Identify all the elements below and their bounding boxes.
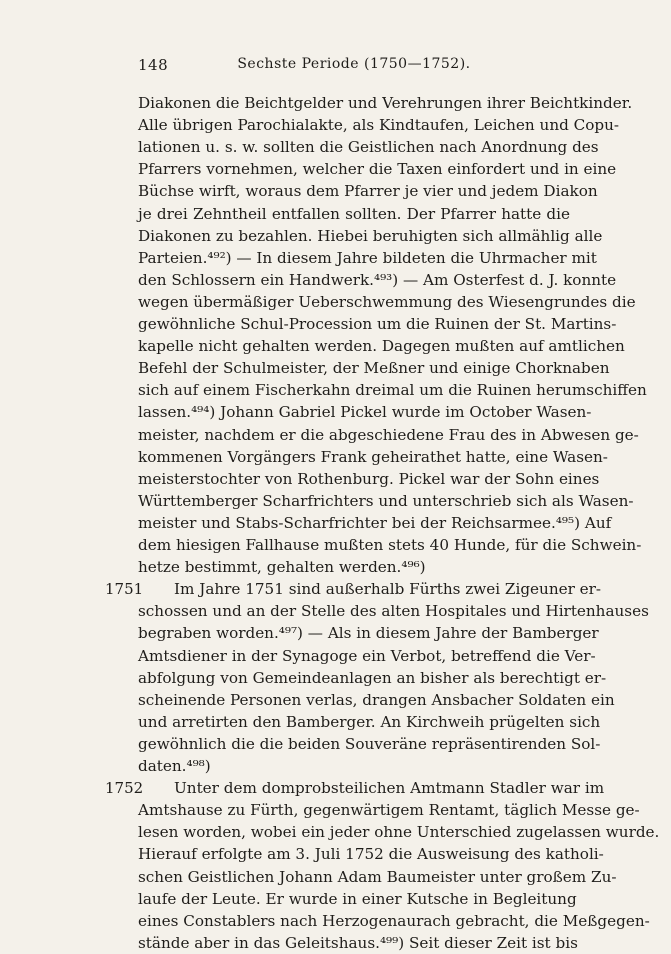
text-line: Pfarrers vornehmen, welcher die Taxen einfordert und in eine — [138, 160, 617, 179]
page-header — [138, 56, 570, 78]
text-line: begraben worden.⁴⁹⁷) — Als in diesem Jahre der Bamberger — [138, 624, 599, 643]
text-line: Württemberger Scharfrichters und unterschrieb sich als Wasen- — [138, 491, 634, 510]
text-line: meisterstochter von Rothenburg. Pickel war der Sohn eines — [138, 469, 600, 488]
margin-year: 1751 — [105, 580, 144, 599]
text-line: Amtshause zu Fürth, gegenwärtigem Rentamt, täglich Messe ge- — [138, 801, 640, 820]
text-line: Parteien.⁴⁹²) — In diesem Jahre bildeten die Uhrmacher mit — [138, 248, 597, 267]
text-line: sich auf einem Fischerkahn dreimal um die Ruinen herumschiffen — [138, 381, 647, 400]
text-line: Im Jahre 1751 sind außerhalb Fürths zwei Zigeuner er- — [174, 580, 602, 599]
text-line: Büchse wirft, woraus dem Pfarrer je vier und jedem Diakon — [138, 182, 598, 201]
text-line: Amtsdiener in der Synagoge ein Verbot, betreffend die Ver- — [138, 646, 596, 665]
text-line: je drei Zehntheil entfallen sollten. Der Pfarrer hatte die — [138, 204, 570, 223]
text-line: lassen.⁴⁹⁴) Johann Gabriel Pickel wurde im October Wasen- — [138, 403, 592, 422]
text-line: Diakonen die Beichtgelder und Verehrungen ihrer Beichtkinder. — [138, 94, 633, 112]
text-line: kommenen Vorgängers Frank geheirathet hatte, eine Wasen- — [138, 447, 608, 466]
text-line: den Schlossern ein Handwerk.⁴⁹³) — Am Osterfest d. J. konnte — [138, 270, 617, 289]
running-head: Sechste Periode (1750—1752). — [237, 56, 471, 72]
text-line: und arretirten den Bamberger. An Kirchweih prügelten sich — [138, 712, 601, 731]
text-line: lationen u. s. w. sollten die Geistlichen nach Anordnung des — [138, 138, 599, 157]
text-line: Diakonen zu bezahlen. Hiebei beruhigten sich allmählig alle — [138, 226, 603, 245]
text-line: gewöhnlich die die beiden Souveräne repräsentirenden Sol- — [138, 734, 601, 753]
page-number: 148 — [138, 56, 169, 74]
text-line: dem hiesigen Fallhause mußten stets 40 Hunde, für die Schwein- — [138, 536, 642, 554]
text-line: Alle übrigen Parochialakte, als Kindtaufen, Leichen und Copu- — [138, 116, 620, 135]
text-line: eines Constablers nach Herzogenaurach gebracht, die Meßgegen- — [138, 911, 650, 930]
text-line: kapelle nicht gehalten werden. Dagegen mußten auf amtlichen — [138, 337, 625, 356]
text-line: Unter dem domprobsteilichen Amtmann Stadler war im — [174, 779, 605, 798]
text-line: wegen übermäßiger Ueberschwemmung des Wiesengrundes die — [138, 292, 636, 311]
text-line: meister, nachdem er die abgeschiedene Frau des in Abwesen ge- — [138, 425, 639, 444]
text-line: schossen und an der Stelle des alten Hospitales und Hirtenhauses — [138, 602, 649, 621]
text-line: scheinende Personen verlas, drangen Ansbacher Soldaten ein — [138, 690, 615, 709]
text-line: hetze bestimmt, gehalten werden.⁴⁹⁶) — [138, 558, 426, 577]
text-line: lesen worden, wobei ein jeder ohne Unterschied zugelassen wurde. — [138, 823, 660, 842]
text-line: gewöhnliche Schul-Procession um die Ruinen der St. Martins- — [138, 315, 617, 333]
text-line: daten.⁴⁹⁸) — [138, 757, 211, 775]
text-line: stände aber in das Geleitshaus.⁴⁹⁹) Seit dieser Zeit ist bis — [138, 933, 578, 952]
text-line: Hierauf erfolgte am 3. Juli 1752 die Ausweisung des katholi- — [138, 845, 604, 864]
text-line: meister und Stabs-Scharfrichter bei der Reichsarmee.⁴⁹⁵) Auf — [138, 513, 612, 532]
text-line: laufe der Leute. Er wurde in einer Kutsche in Begleitung — [138, 889, 577, 908]
text-line: abfolgung von Gemeindeanlagen an bisher als berechtigt er- — [138, 668, 607, 687]
text-line: schen Geistlichen Johann Adam Baumeister unter großem Zu- — [138, 867, 617, 886]
text-line: Befehl der Schulmeister, der Meßner und einige Chorknaben — [138, 359, 610, 378]
margin-year: 1752 — [105, 779, 144, 798]
